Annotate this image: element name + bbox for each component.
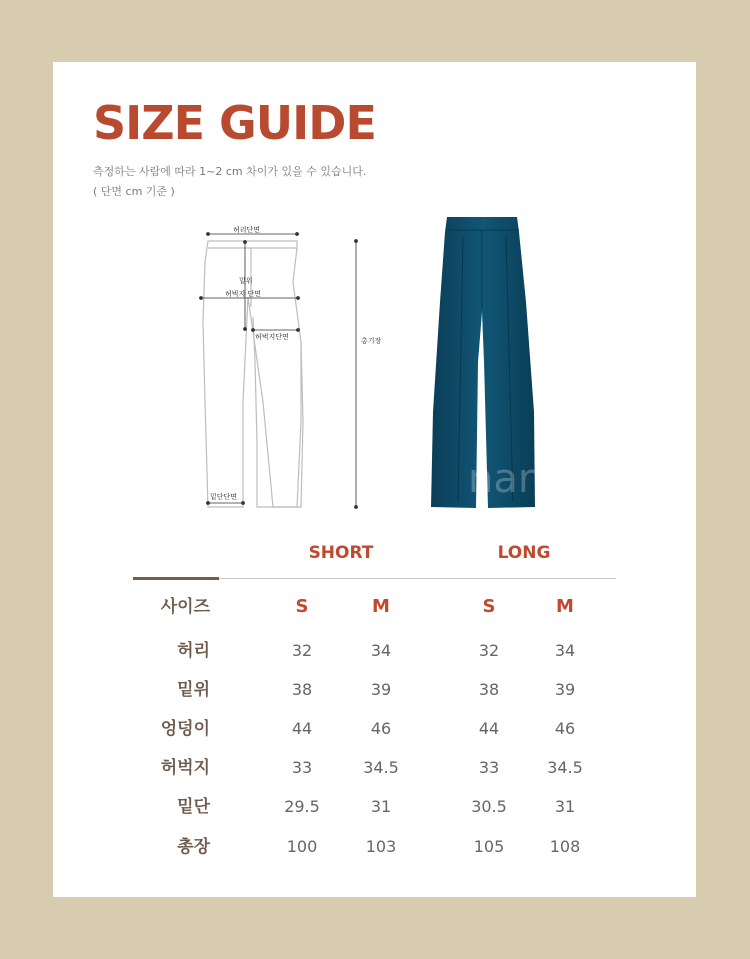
table-cell: 38 bbox=[291, 680, 313, 699]
row-label: 밑단 bbox=[177, 797, 210, 817]
waist-label: 허리단면 bbox=[233, 226, 261, 234]
pants-outline-right-leg bbox=[253, 317, 301, 507]
row-label: 총장 bbox=[177, 837, 210, 857]
table-cell: 31 bbox=[554, 797, 576, 816]
size-header-row bbox=[53, 592, 696, 622]
table-row bbox=[53, 792, 696, 822]
measurement-note: 측정하는 사람에 따라 1~2 cm 차이가 있을 수 있습니다. bbox=[93, 165, 367, 178]
table-cell: 34 bbox=[554, 641, 576, 660]
size-guide-card bbox=[53, 62, 696, 897]
row-label: 엉덩이 bbox=[160, 719, 210, 739]
table-row bbox=[53, 714, 696, 744]
hem-label: 밑단단면 bbox=[210, 493, 238, 501]
table-cell: 46 bbox=[370, 719, 392, 738]
table-cell: 38 bbox=[478, 680, 500, 699]
group-label-long: LONG bbox=[497, 543, 551, 563]
row-label: 허리 bbox=[177, 641, 210, 661]
table-cell: 33 bbox=[291, 758, 313, 777]
table-divider-accent bbox=[133, 577, 219, 580]
table-cell: 105 bbox=[473, 837, 505, 856]
pants-outline-left-leg bbox=[203, 241, 303, 507]
watermark-text: narc bbox=[468, 456, 556, 502]
thigh-label-2: 허벅지단면 bbox=[255, 333, 289, 341]
row-label: 밑위 bbox=[177, 680, 210, 700]
table-cell: 46 bbox=[554, 719, 576, 738]
table-cell: 34.5 bbox=[363, 758, 399, 777]
thigh-label: 허벅지 단면 bbox=[225, 290, 262, 298]
table-cell: 32 bbox=[478, 641, 500, 660]
size-short-m: M bbox=[372, 596, 390, 617]
table-cell: 39 bbox=[370, 680, 392, 699]
table-cell: 31 bbox=[370, 797, 392, 816]
table-cell: 100 bbox=[286, 837, 318, 856]
size-long-s: S bbox=[482, 596, 496, 617]
table-row bbox=[53, 636, 696, 666]
table-cell: 108 bbox=[549, 837, 581, 856]
table-cell: 32 bbox=[291, 641, 313, 660]
page-title: SIZE GUIDE bbox=[93, 96, 376, 150]
size-short-s: S bbox=[295, 596, 309, 617]
group-label-short: SHORT bbox=[308, 543, 374, 563]
unit-note: ( 단면 cm 기준 ) bbox=[93, 185, 175, 198]
table-cell: 34 bbox=[370, 641, 392, 660]
table-cell: 44 bbox=[291, 719, 313, 738]
total-length-label: 총기장 bbox=[361, 337, 382, 345]
table-cell: 30.5 bbox=[471, 797, 507, 816]
table-row bbox=[53, 675, 696, 705]
table-cell: 44 bbox=[478, 719, 500, 738]
table-cell: 34.5 bbox=[547, 758, 583, 777]
table-row bbox=[53, 832, 696, 862]
table-cell: 33 bbox=[478, 758, 500, 777]
size-long-m: M bbox=[556, 596, 574, 617]
row-label: 허벅지 bbox=[160, 758, 210, 778]
size-header-label: 사이즈 bbox=[160, 597, 210, 617]
product-photo-pants bbox=[418, 212, 558, 522]
rise-label: 밑위 bbox=[239, 277, 253, 285]
pants-measurement-diagram bbox=[193, 222, 403, 522]
table-cell: 29.5 bbox=[284, 797, 320, 816]
table-row bbox=[53, 753, 696, 783]
table-cell: 39 bbox=[554, 680, 576, 699]
table-cell: 103 bbox=[365, 837, 397, 856]
